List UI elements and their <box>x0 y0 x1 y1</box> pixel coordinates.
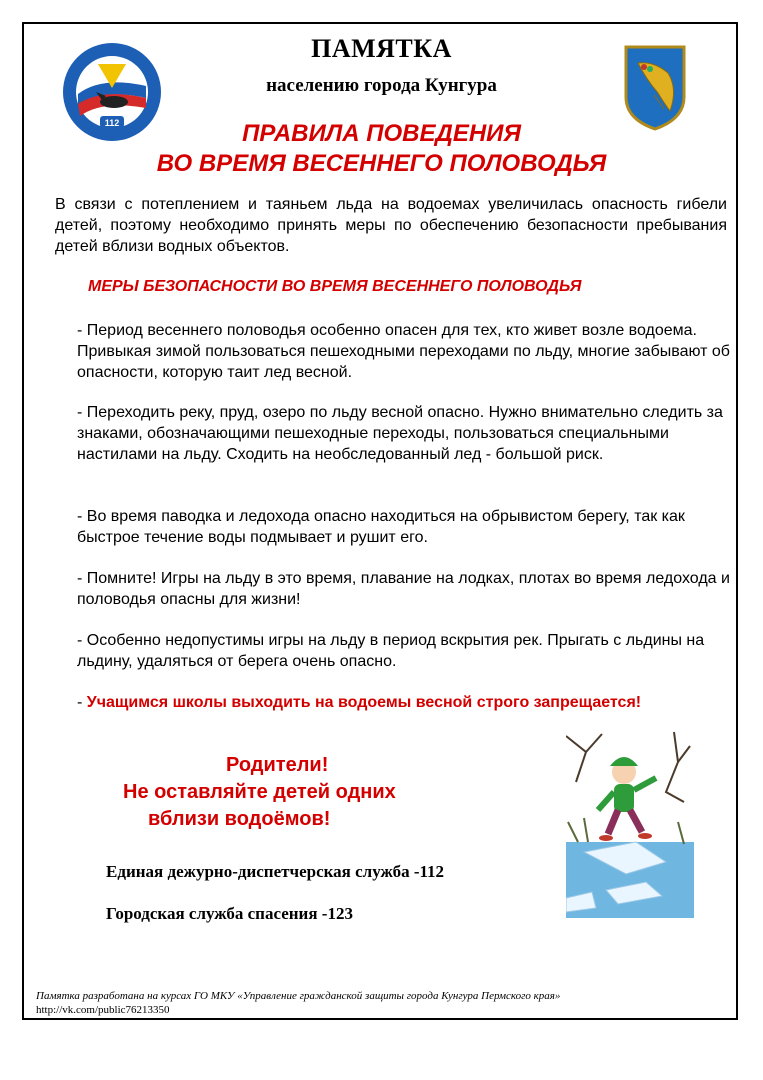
rule-item: - Помните! Игры на льду в это время, плавание на лодках, плотах во время ледохода и половодья опасны для жизни! <box>77 570 730 608</box>
main-heading-line-1: ПРАВИЛА ПОВЕДЕНИЯ <box>242 120 521 147</box>
intro-paragraph: В связи с потеплением и таяньем льда на водоемах увеличилась опасность гибели детей, поэтому необходимо принять меры по обеспечению безопасности пребывания детей вблизи водных объектов. <box>55 196 727 255</box>
rule-item: - Переходить реку, пруд, озеро по льду весной опасно. Нужно внимательно следить за знаками, обозначающими пешеходные переходы, пользоваться специальными настилами на льду. Сходить на необследованный лед - большой риск. <box>77 404 723 463</box>
footer-link[interactable]: http://vk.com/public76213350 <box>36 1004 170 1016</box>
phone-line-123: Городская служба спасения -123 <box>106 904 353 923</box>
page-subtitle: населению города Кунгура <box>266 75 497 96</box>
child-on-ice-illustration-icon <box>566 722 694 918</box>
measures-title: МЕРЫ БЕЗОПАСНОСТИ ВО ВРЕМЯ ВЕСЕННЕГО ПОЛОВОДЬЯ <box>88 278 582 295</box>
rule-item: - Период весеннего половодья особенно опасен для тех, кто живет возле водоема. Привыкая зимой пользоваться пешеходными переходами по льду, многие забывают об опасности, которую таит лед весной. <box>77 322 730 381</box>
rule-item-warning <box>77 692 737 713</box>
main-heading <box>0 119 763 179</box>
phone-line-112: Единая дежурно-диспетчерская служба -112 <box>106 862 445 881</box>
parents-line-3: вблизи водоёмов! <box>148 808 331 830</box>
svg-text:112: 112 <box>104 118 120 128</box>
page-title: ПАМЯТКА <box>311 34 452 63</box>
parents-line-1: Родители! <box>226 754 329 776</box>
footer-credit: Памятка разработана на курсах ГО МКУ «Управление гражданской защиты города Кунгура Пермского края» <box>36 990 561 1002</box>
rule-dash: - <box>77 694 87 711</box>
parents-line-2: Не оставляйте детей одних <box>123 781 396 803</box>
rule-item: - Особенно недопустимы игры на льду в период вскрытия рек. Прыгать с льдины на льдину, удаляться от берега очень опасно. <box>77 632 705 670</box>
warning-text: Учащимся школы выходить на водоемы весной строго запрещается! <box>86 694 642 711</box>
rule-item: - Во время паводка и ледохода опасно находиться на обрывистом берегу, так как быстрое течение воды подмывает и рушит его. <box>77 508 685 546</box>
main-heading-line-2: ВО ВРЕМЯ ВЕСЕННЕГО ПОЛОВОДЬЯ <box>156 150 607 177</box>
